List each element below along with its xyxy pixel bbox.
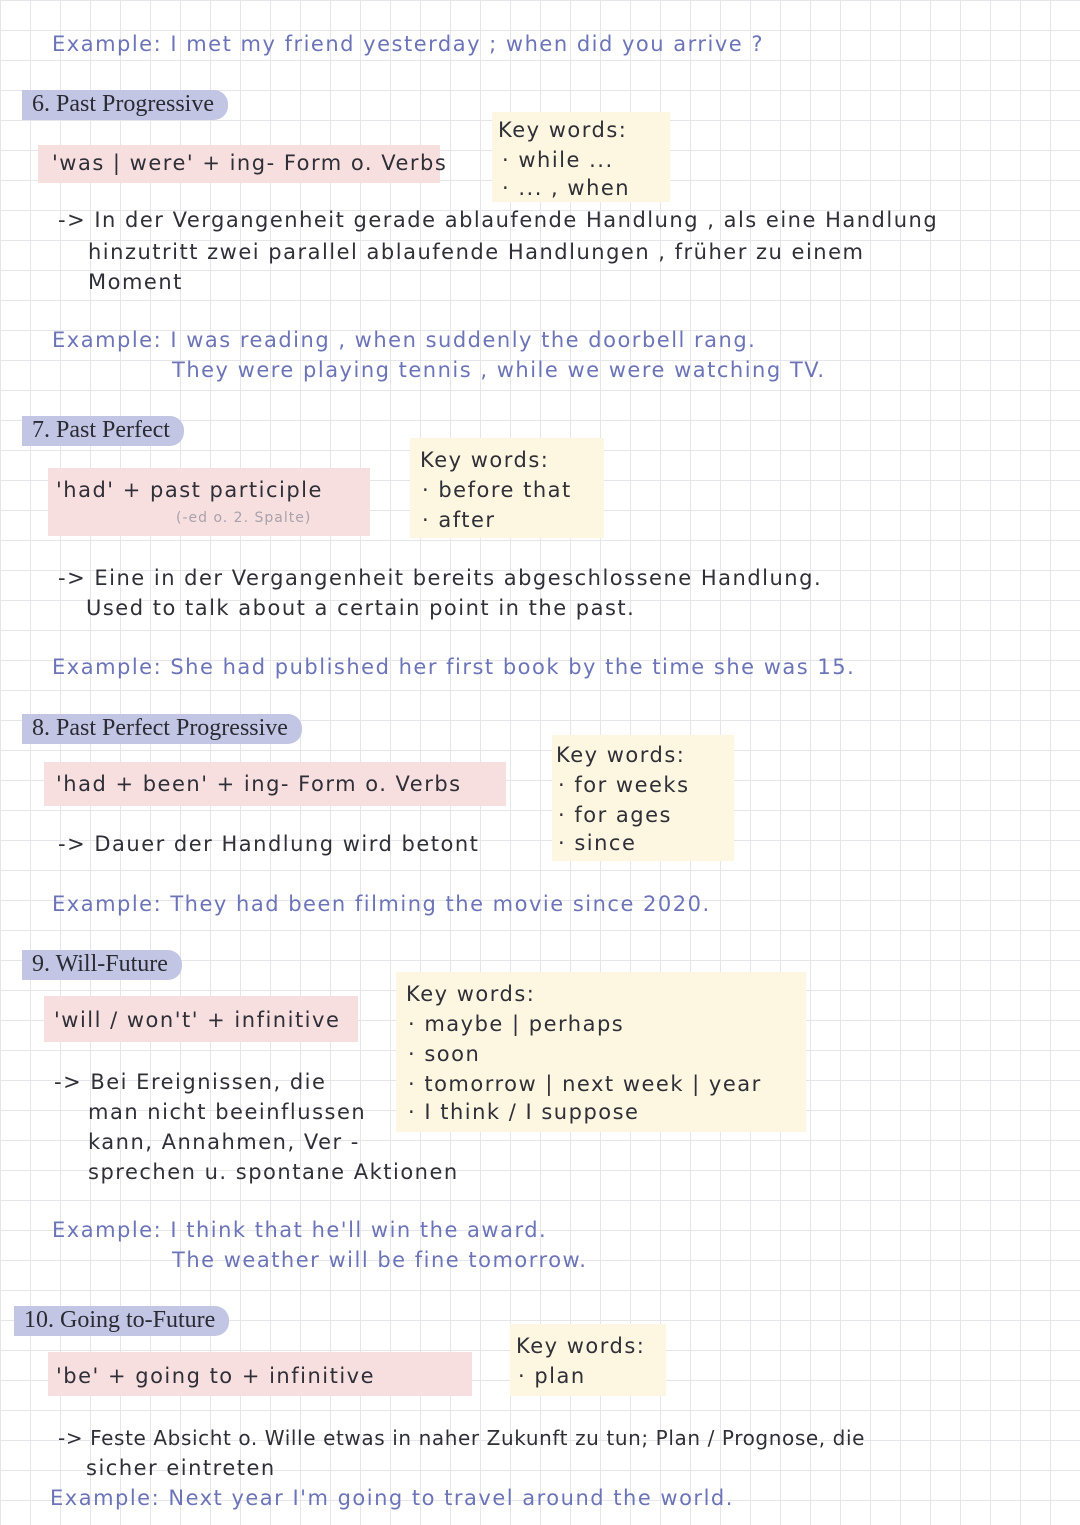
key-word-item: · soon [408,1042,481,1066]
formula-box [48,468,370,536]
key-words-box [492,112,670,202]
key-word-item: · since [558,831,637,855]
formula-text: 'had + been' + ing- Form o. Verbs [56,772,462,796]
explanation-line: hinzutritt zwei parallel ablaufende Handlungen , früher zu einem [88,240,865,264]
formula-box [48,1352,472,1396]
key-word-item: · ... , when [502,176,631,200]
formula-note: (-ed o. 2. Spalte) [176,510,312,526]
top-example: Example: I met my friend yesterday ; when did you arrive ? [52,32,765,56]
heading-past-perfect: 7. Past Perfect [22,416,184,446]
heading-going-to-future: 10. Going to-Future [14,1306,229,1336]
example-line: Example: I was reading , when suddenly the doorbell rang. [52,328,757,352]
example-line: Example: Next year I'm going to travel around the world. [50,1486,734,1510]
key-word-item: · while ... [502,148,614,172]
key-words-title: Key words: [556,743,686,767]
example-line: The weather will be fine tomorrow. [172,1248,588,1272]
formula-text: 'be' + going to + infinitive [56,1364,376,1388]
key-words-title: Key words: [406,982,536,1006]
key-words-box [396,972,806,1132]
example-line: Example: They had been filming the movie since 2020. [52,892,711,916]
key-word-item: · for ages [558,803,672,827]
explanation-line: Moment [88,270,183,294]
example-line: They were playing tennis , while we were watching TV. [172,358,826,382]
key-words-title: Key words: [498,118,628,142]
explanation-line: Used to talk about a certain point in the past. [86,596,636,620]
key-word-item: · maybe | perhaps [408,1012,625,1036]
key-word-item: · before that [422,478,572,502]
example-line: Example: She had published her first book by the time she was 15. [52,655,856,679]
key-words-box [410,438,604,538]
key-word-item: · tomorrow | next week | year [408,1072,762,1096]
explanation-line: -> Bei Ereignissen, die [54,1070,327,1094]
explanation-line: sprechen u. spontane Aktionen [88,1160,459,1184]
explanation-line: sicher eintreten [86,1456,276,1480]
explanation-line: -> Eine in der Vergangenheit bereits abgeschlossene Handlung. [58,566,823,590]
heading-will-future: 9. Will-Future [22,950,182,980]
key-words-title: Key words: [420,448,550,472]
key-words-box [552,735,734,861]
key-words-title: Key words: [516,1334,646,1358]
heading-past-progressive: 6. Past Progressive [22,90,228,120]
formula-text: 'was | were' + ing- Form o. Verbs [52,151,448,175]
key-word-item: · for weeks [558,773,690,797]
key-word-item: · I think / I suppose [408,1100,640,1124]
explanation-line: kann, Annahmen, Ver - [88,1130,360,1154]
key-words-box [510,1324,666,1396]
formula-text: 'will / won't' + infinitive [54,1008,341,1032]
example-line: Example: I think that he'll win the award. [52,1218,548,1242]
explanation-line: -> Feste Absicht o. Wille etwas in naher Zukunft zu tun; Plan / Prognose, die [58,1426,866,1450]
explanation-line: -> In der Vergangenheit gerade ablaufende Handlung , als eine Handlung [58,208,939,232]
explanation-line: -> Dauer der Handlung wird betont [58,832,480,856]
formula-box [44,762,506,806]
key-word-item: · after [422,508,496,532]
key-word-item: · plan [518,1364,586,1388]
formula-text: 'had' + past participle [56,478,323,502]
formula-box [44,996,358,1042]
explanation-line: man nicht beeinflussen [88,1100,367,1124]
formula-box [38,145,448,183]
heading-past-perfect-progressive: 8. Past Perfect Progressive [22,714,302,744]
